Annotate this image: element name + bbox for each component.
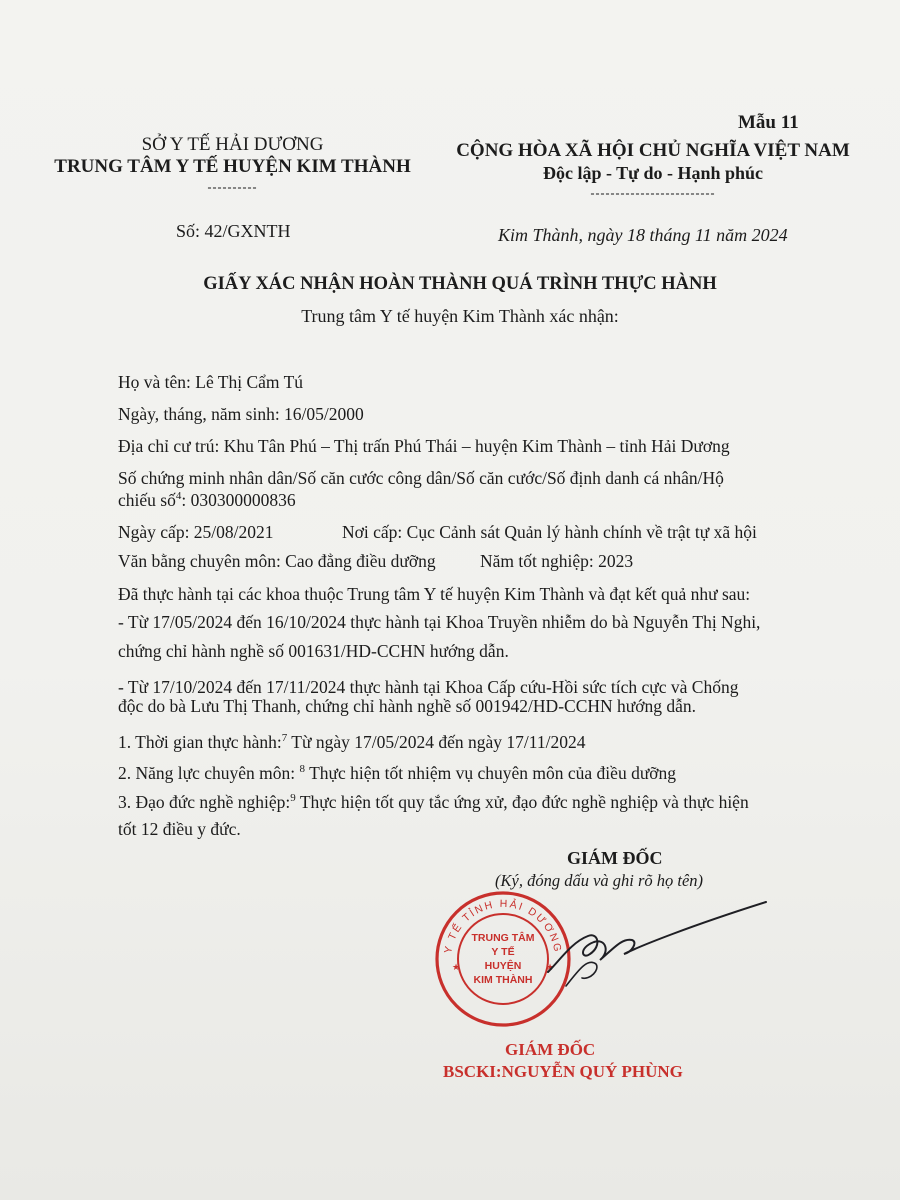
professional-degree: Văn bằng chuyên môn: Cao đẳng điều dưỡng xyxy=(118,551,436,571)
handwritten-signature-icon xyxy=(540,890,770,1000)
svg-text:HUYỆN: HUYỆN xyxy=(484,960,522,972)
issue-place: Nơi cấp: Cục Cảnh sát Quản lý hành chính về trật tự xã hội xyxy=(342,522,757,542)
svg-text:★: ★ xyxy=(546,962,555,972)
professional-competence: 2. Năng lực chuyên môn: $^8$ Thực hiện tốt nhiệm vụ chuyên môn của điều dưỡng xyxy=(118,763,677,783)
professional-ethics-cont: tốt 12 điều y đức. xyxy=(118,819,241,839)
signer-name: BSCKI:NGUYỄN QUÝ PHÙNG xyxy=(443,1062,683,1081)
document-title: GIẤY XÁC NHẬN HOÀN THÀNH QUÁ TRÌNH THỰC HÀNH xyxy=(203,274,717,294)
document-date: Kim Thành, ngày 18 tháng 11 năm 2024 xyxy=(498,225,788,245)
stamped-title: GIÁM ĐỐC xyxy=(505,1040,596,1059)
reference-number: Số: 42/GXNTH xyxy=(176,221,291,241)
id-number-label: Số chứng minh nhân dân/Số căn cước công dân/Số căn cước/Số định danh cá nhân/Hộ xyxy=(118,468,724,488)
practice-period-2-cont: độc do bà Lưu Thị Thanh, chứng chỉ hành nghề số 001942/HD-CCHN hướng dẫn. xyxy=(118,696,697,716)
form-number: Mẫu 11 xyxy=(738,112,799,133)
country-name: CỘNG HÒA XÃ HỘI CHỦ NGHĨA VIỆT NAM xyxy=(456,140,850,161)
id-number: chiếu số$^4$: 030300000836 xyxy=(118,490,296,510)
svg-text:TRUNG TÂM: TRUNG TÂM xyxy=(471,932,535,944)
practice-period-1: - Từ 17/05/2024 đến 16/10/2024 thực hành tại Khoa Truyền nhiễm do bà Nguyễn Thị Nghi, xyxy=(118,612,761,632)
right-header xyxy=(448,140,858,201)
svg-text:KIM THÀNH: KIM THÀNH xyxy=(473,974,533,986)
issue-date: Ngày cấp: 25/08/2021 xyxy=(118,522,274,542)
national-motto: Độc lập - Tự do - Hạnh phúc xyxy=(542,163,764,183)
signer-title: GIÁM ĐỐC xyxy=(567,848,663,868)
organization-name: TRUNG TÂM Y TẾ HUYỆN KIM THÀNH xyxy=(54,156,411,177)
svg-text:Y TẾ TỈNH HẢI DƯƠNG: Y TẾ TỈNH HẢI DƯƠNG xyxy=(442,897,564,955)
svg-text:Y TẾ: Y TẾ xyxy=(491,946,515,958)
right-divider: ------------------------- xyxy=(590,186,716,200)
svg-text:★: ★ xyxy=(452,962,461,972)
left-divider: ---------- xyxy=(207,180,258,194)
department-name: SỞ Y TẾ HẢI DƯƠNG xyxy=(141,134,324,155)
document-subtitle: Trung tâm Y tế huyện Kim Thành xác nhận: xyxy=(301,306,619,326)
date-of-birth: Ngày, tháng, năm sinh: 16/05/2000 xyxy=(118,404,364,424)
graduation-year: Năm tốt nghiệp: 2023 xyxy=(480,551,634,571)
practice-period-2: - Từ 17/10/2024 đến 17/11/2024 thực hành tại Khoa Cấp cứu-Hồi sức tích cực và Chống xyxy=(118,677,739,697)
practice-intro: Đã thực hành tại các khoa thuộc Trung tâm Y tế huyện Kim Thành và đạt kết quả như sau: xyxy=(118,584,751,604)
signature-note: (Ký, đóng dấu và ghi rõ họ tên) xyxy=(495,871,704,890)
person-name: Họ và tên: Lê Thị Cẩm Tú xyxy=(118,372,304,392)
left-header xyxy=(40,134,425,195)
professional-ethics: 3. Đạo đức nghề nghiệp:$^9$ Thực hiện tốt quy tắc ứng xử, đạo đức nghề nghiệp và thực hiện xyxy=(118,792,749,812)
practice-duration: 1. Thời gian thực hành:$^7$ Từ ngày 17/05/2024 đến ngày 17/11/2024 xyxy=(118,732,586,752)
practice-period-1-cont: chứng chỉ hành nghề số 001631/HD-CCHN hướng dẫn. xyxy=(118,641,509,661)
residence-address: Địa chỉ cư trú: Khu Tân Phú – Thị trấn Phú Thái – huyện Kim Thành – tỉnh Hải Dương xyxy=(118,436,730,456)
